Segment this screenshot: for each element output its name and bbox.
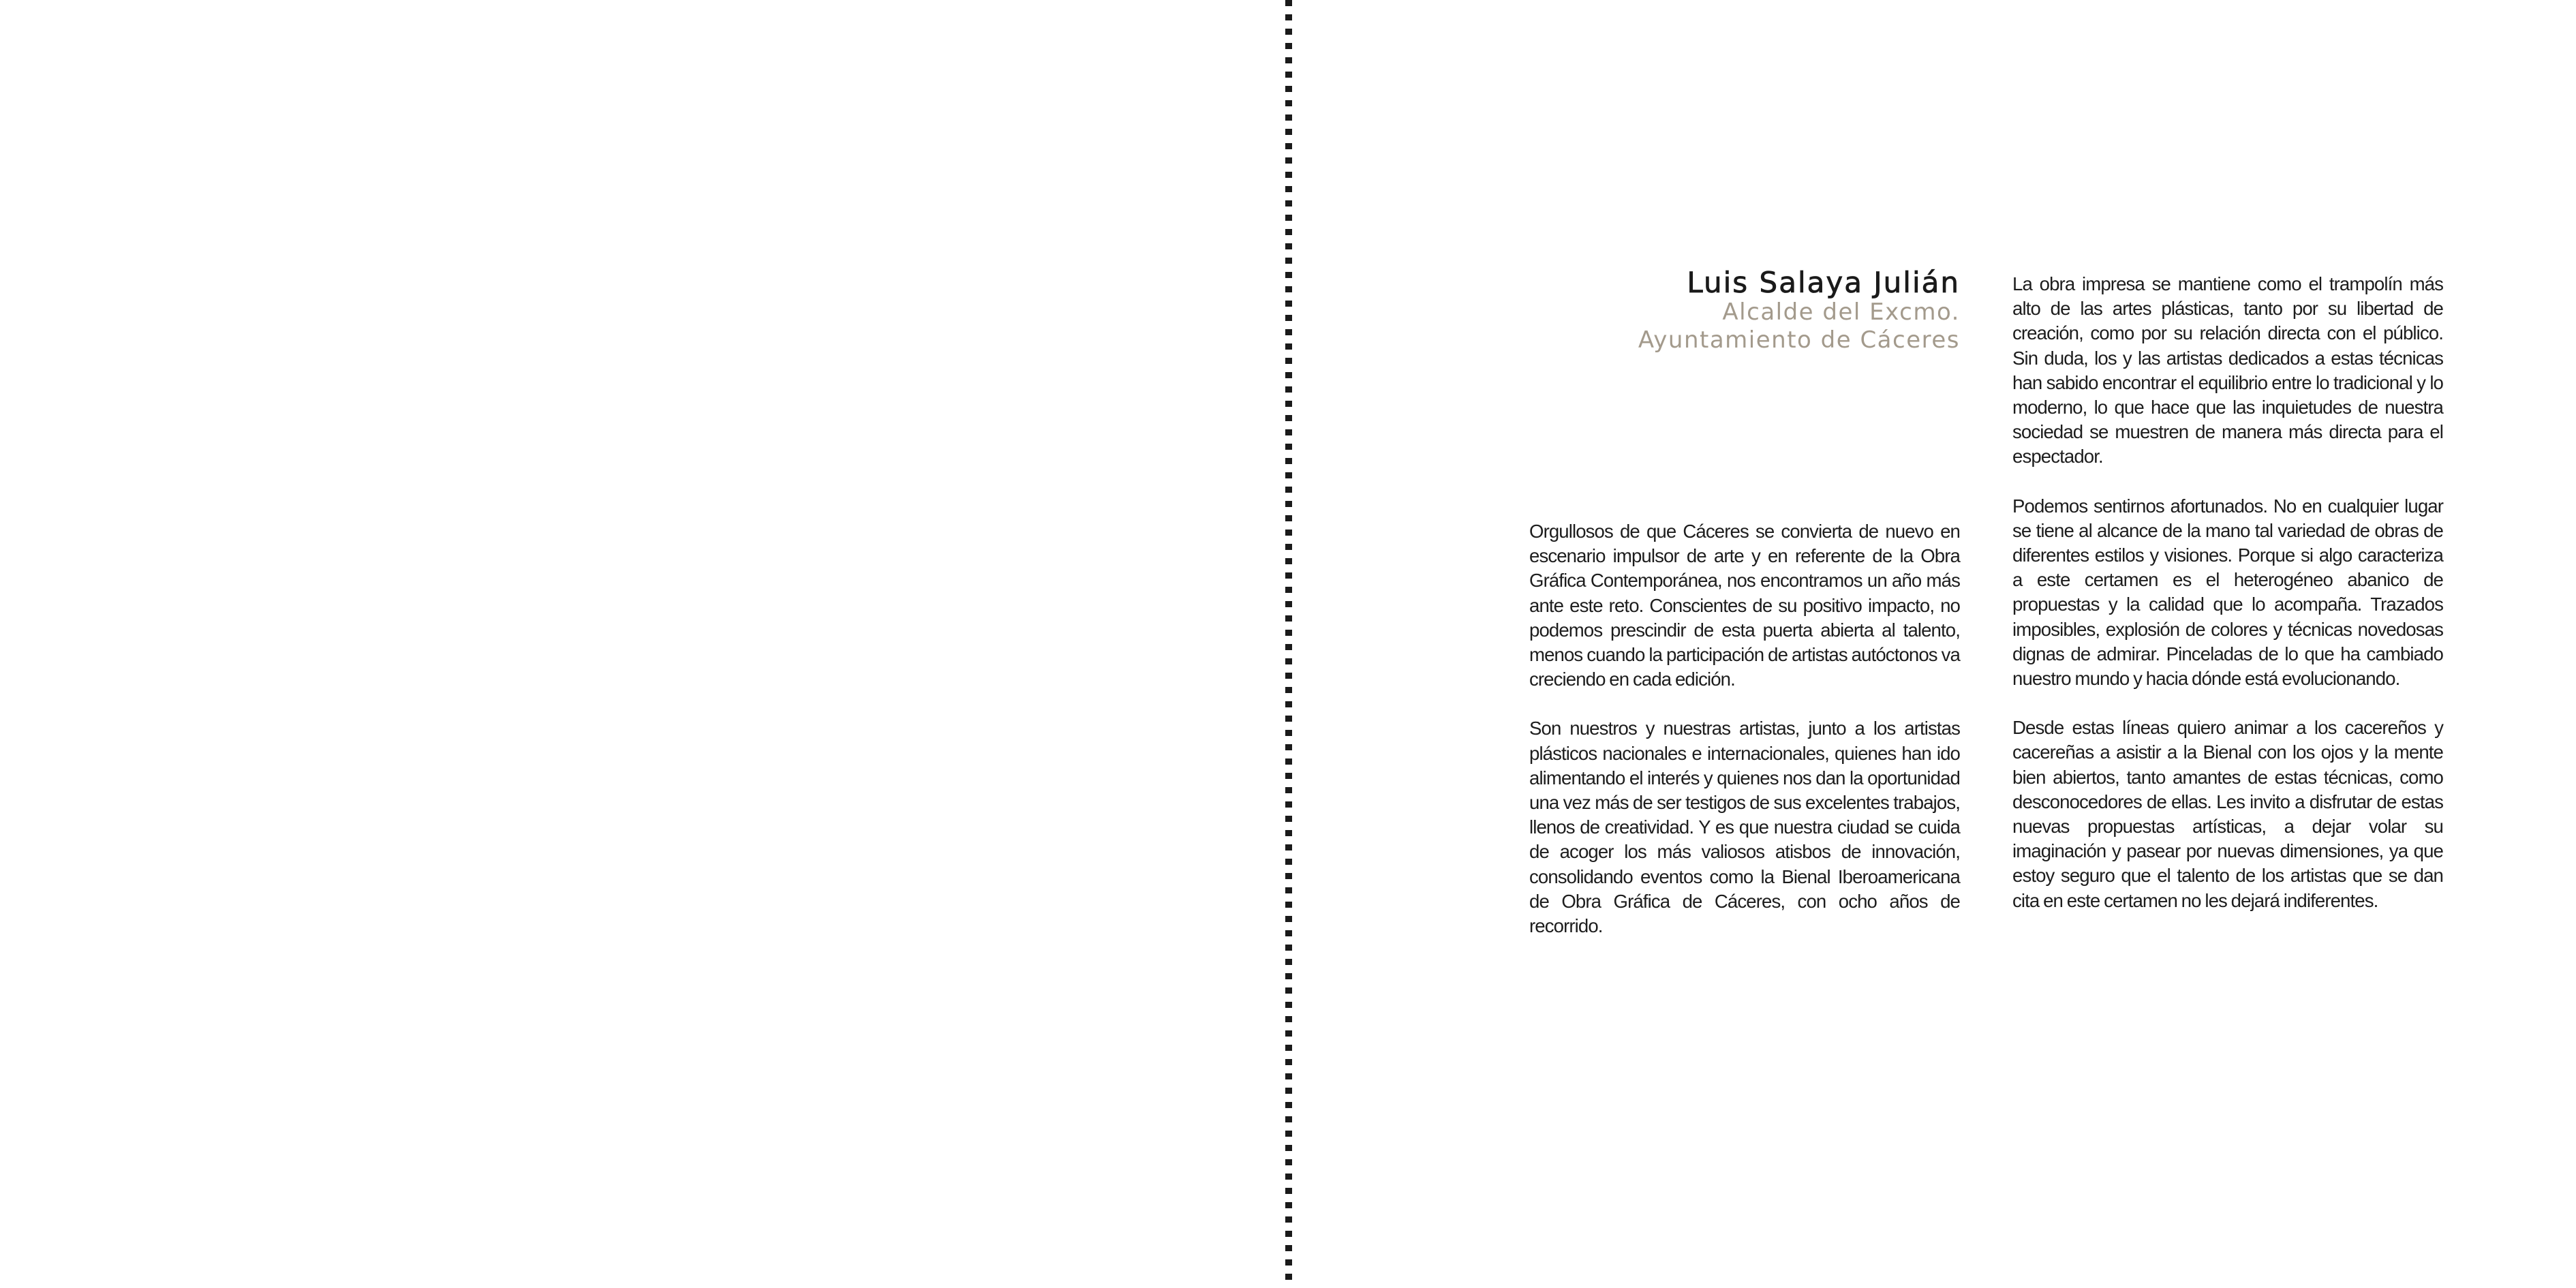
author-role-line-2: Ayuntamiento de Cáceres xyxy=(1638,326,1960,354)
author-header xyxy=(1527,267,1960,354)
paragraph: Desde estas líneas quiero animar a los cacereños y cacereñas a asistir a la Bienal con los ojos y la mente bien abiertos, tanto amantes de estas técnicas, como desconocedores de ellas. Les invito a disfrutar de estas nuevas propuestas artísticas, a dejar volar su imaginación y pasear por nuevas dimensiones, ya que estoy seguro que el talento de los artistas que se dan cita en este certamen no les dejará indiferentes. xyxy=(2012,717,2443,911)
paragraph: Son nuestros y nuestras artistas, junto a los artistas plásticos nacionales e internacionales, quienes han ido alimentando el interés y quienes nos dan la oportunidad una vez más de ser testigos de sus excelentes trabajos, llenos de creatividad. Y es que nuestra ciudad se cuida de acoger los más valiosos atisbos de innovación, consolidando eventos como la Bienal Iberoamericana de Obra Gráfica de Cáceres, con ocho años de recorrido. xyxy=(1529,718,1960,937)
author-role-line-1: Alcalde del Excmo. xyxy=(1722,298,1960,326)
left-text-column xyxy=(1529,519,1960,963)
right-text-column xyxy=(2012,272,2443,938)
paragraph: La obra impresa se mantiene como el trampolín más alto de las artes plásticas, tanto por su libertad de creación, como por su relación directa con el público. Sin duda, los y las artistas dedicados a estas técnicas han sabido encontrar el equilibrio entre lo tradicional y lo moderno, lo que hace que las inquietudes de nuestra sociedad se muestren de manera más directa para el espectador. xyxy=(2012,273,2443,467)
author-name: Luis Salaya Julián xyxy=(1687,266,1960,299)
center-fold-dotted-line xyxy=(1285,0,1292,1288)
paragraph: Orgullosos de que Cáceres se convierta de nuevo en escenario impulsor de arte y en referente de la Obra Gráfica Contemporánea, nos encontramos un año más ante este reto. Conscientes de su positivo impacto, no podemos prescindir de esta puerta abierta al talento, menos cuando la participación de artistas autóctonos va creciendo en cada edición. xyxy=(1529,521,1960,690)
paragraph: Podemos sentirnos afortunados. No en cualquier lugar se tiene al alcance de la mano tal variedad de obras de diferentes estilos y visiones. Porque si algo caracteriza a este certamen es el heterogéneo abanico de propuestas y la calidad que lo acompaña. Trazados imposibles, explosión de colores y técnicas novedosas dignas de admirar. Pinceladas de lo que ha cambiado nuestro mundo y hacia dónde está evolucionando. xyxy=(2012,495,2443,690)
